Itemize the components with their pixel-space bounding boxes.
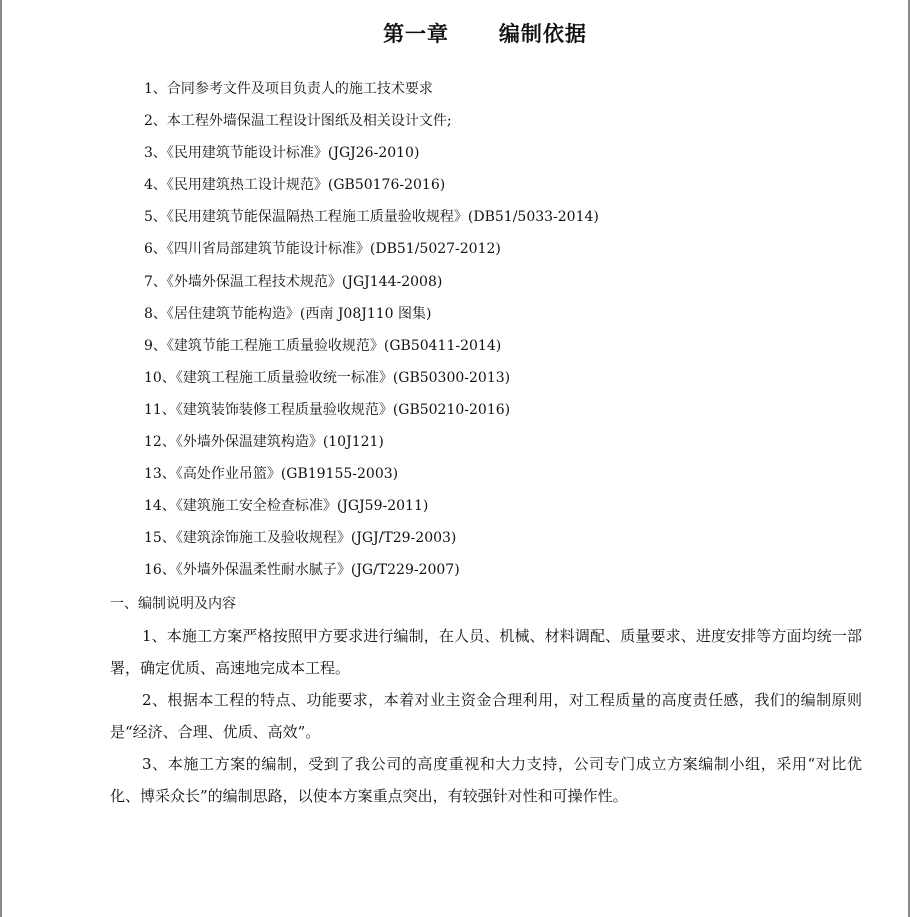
reference-item: 3、《民用建筑节能设计标准》(JGJ26-2010) <box>144 145 420 162</box>
reference-item: 8、《居住建筑节能构造》(西南 J08J110 图集) <box>144 305 432 322</box>
reference-item: 15、《建筑涂饰施工及验收规程》(JGJ/T29-2003) <box>144 530 457 547</box>
reference-item: 6、《四川省局部建筑节能设计标准》(DB51/5027-2012) <box>144 241 501 258</box>
reference-item: 14、《建筑施工安全检查标准》(JGJ59-2011) <box>144 498 429 515</box>
reference-item: 10、《建筑工程施工质量验收统一标准》(GB50300-2013) <box>144 369 511 386</box>
reference-list <box>144 79 599 593</box>
reference-item: 4、《民用建筑热工设计规范》(GB50176-2016) <box>144 177 446 194</box>
reference-item: 12、《外墙外保温建筑构造》(10J121) <box>144 434 384 451</box>
reference-item: 7、《外墙外保温工程技术规范》(JGJ144-2008) <box>144 273 443 290</box>
paragraph: 1、本施工方案严格按照甲方要求进行编制，在人员、机械、材料调配、质量要求、进度安排等方面均统一部署，确定优质、高速地完成本工程。 <box>110 627 862 677</box>
reference-item: 16、《外墙外保温柔性耐水腻子》(JG/T229-2007) <box>144 562 460 579</box>
reference-item: 13、《高处作业吊篮》(GB19155-2003) <box>144 466 399 483</box>
reference-item: 11、《建筑装饰装修工程质量验收规范》(GB50210-2016) <box>144 401 511 418</box>
page-border-left <box>0 0 2 917</box>
section-heading: 一、编制说明及内容 <box>110 596 236 612</box>
paragraph: 2、根据本工程的特点、功能要求，本着对业主资金合理利用，对工程质量的高度责任感，我们的编制原则是“经济、合理、优质、高效”。 <box>110 691 862 741</box>
reference-item: 5、《民用建筑节能保温隔热工程施工质量验收规程》(DB51/5033-2014) <box>144 209 599 226</box>
chapter-title: 第一章 编制依据 <box>383 22 587 46</box>
reference-item: 1、合同参考文件及项目负责人的施工技术要求 <box>144 81 433 97</box>
reference-item: 2、本工程外墙保温工程设计图纸及相关设计文件; <box>144 113 452 130</box>
reference-item: 9、《建筑节能工程施工质量验收规范》(GB50411-2014) <box>144 337 502 354</box>
paragraph: 3、本施工方案的编制，受到了我公司的高度重视和大力支持，公司专门成立方案编制小组，采用“对比优化、博采众长”的编制思路，以使本方案重点突出，有较强针对性和可操作性。 <box>110 755 862 805</box>
